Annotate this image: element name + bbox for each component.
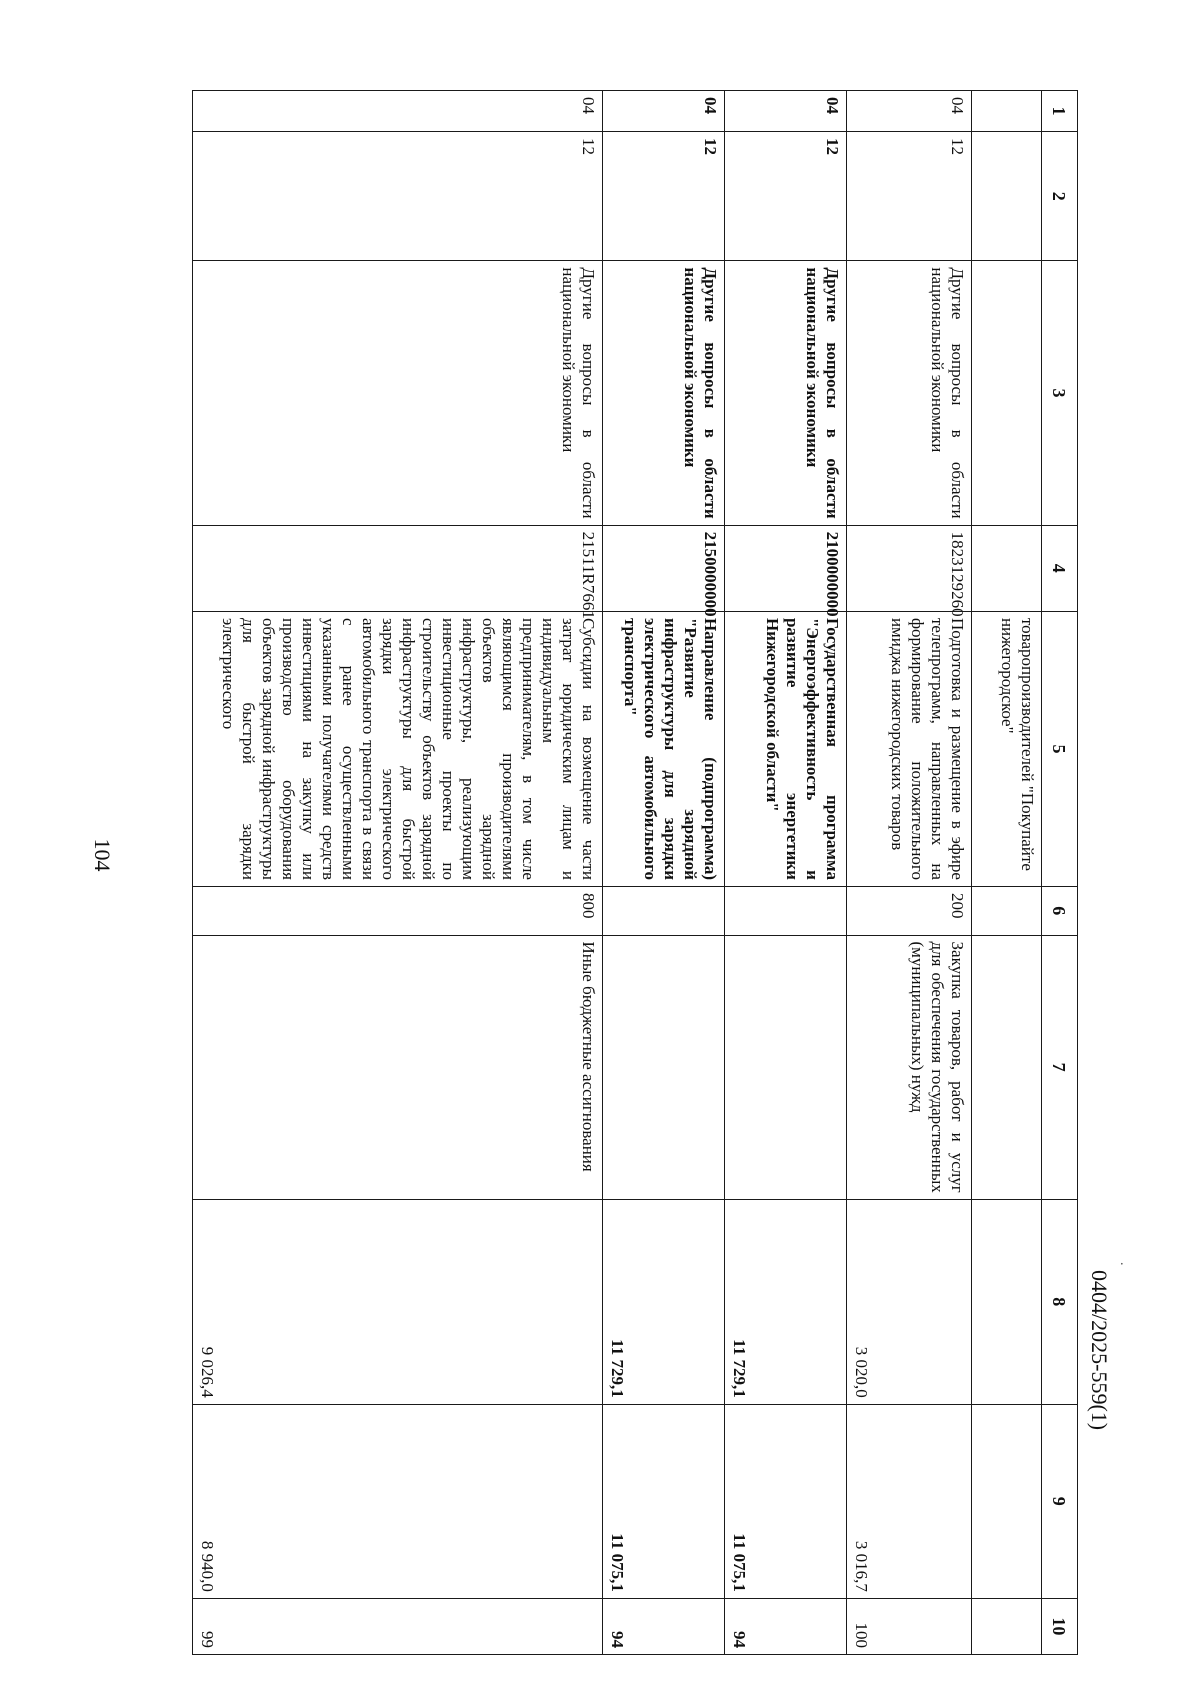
cell-description: товаропроизводителей "Покупайте нижегородское" [972,611,1042,886]
cell-target-article: 2100000000 [725,525,847,611]
budget-table [192,90,1078,1655]
cell-subsection: 12 [603,131,725,260]
cell-expense-name: Иные бюджетные ассигнования [193,935,603,1199]
table-row [603,91,725,1655]
cell-section [972,91,1042,132]
cell-expense-name: Закупка товаров, работ и услуг для обеспечения государственных (муниципальных) нужд [847,935,972,1199]
cell-planned: 3 020,0 [847,1199,972,1404]
cell-target-article: 1823129260 [847,525,972,611]
table-row [725,91,847,1655]
cell-executed: 11 075,1 [725,1404,847,1598]
table-header-row [1042,91,1078,1655]
cell-section-name: Другие вопросы в области национальной экономики [193,261,603,525]
cell-section: 04 [847,91,972,132]
cell-executed: 11 075,1 [603,1404,725,1598]
cell-section: 04 [193,91,603,132]
cell-target-article: 21511R7661 [193,525,603,611]
stray-mark: . [1117,1262,1132,1266]
cell-expense-name [725,935,847,1199]
cell-expense-type [725,886,847,935]
cell-target-article [972,525,1042,611]
cell-executed: 3 016,7 [847,1404,972,1598]
cell-description: Государственная программа "Энергоэффективность и развитие энергетики Нижегородской области" [725,611,847,886]
cell-section: 04 [725,91,847,132]
cell-expense-name [603,935,725,1199]
cell-planned [972,1199,1042,1404]
table-row [847,91,972,1655]
cell-subsection [972,131,1042,260]
table-row [193,91,603,1655]
column-header: 5 [1042,611,1078,886]
cell-section-name: Другие вопросы в области национальной экономики [603,261,725,525]
column-header: 2 [1042,131,1078,260]
cell-description: Подготовка и размещение в эфире телепрограмм, направленных на формирование положительного имиджа нижегородских товаров [847,611,972,886]
cell-percent [972,1598,1042,1654]
cell-expense-name [972,935,1042,1199]
column-header: 6 [1042,886,1078,935]
column-header: 4 [1042,525,1078,611]
cell-planned: 11 729,1 [603,1199,725,1404]
page-number: 104 [90,838,115,872]
cell-target-article: 2150000000 [603,525,725,611]
column-header: 8 [1042,1199,1078,1404]
table-row [972,91,1042,1655]
cell-planned: 9 026,4 [193,1199,603,1404]
cell-expense-type: 200 [847,886,972,935]
column-header: 10 [1042,1598,1078,1654]
document-code: 0404/2025-559(1) [1087,1270,1112,1431]
cell-expense-type [972,886,1042,935]
cell-section-name: Другие вопросы в области национальной экономики [847,261,972,525]
cell-subsection: 12 [725,131,847,260]
cell-section-name: Другие вопросы в области национальной экономики [725,261,847,525]
cell-subsection: 12 [847,131,972,260]
cell-expense-type [603,886,725,935]
cell-percent: 100 [847,1598,972,1654]
cell-percent: 99 [193,1598,603,1654]
cell-description: Субсидии на возмещение части затрат юридическим лицам и индивидуальным предпринимателям, в том числе являющимся производителями объектов зарядной инфраструктуры, реализующим инвестиционные проекты по строительству объектов зарядной инфраструктуры для быстрой зарядки электрического автомобильного транспорта в связи с ранее осуществленными указанными получателями средств инвестициями на закупку или производство оборудования объектов зарядной инфраструктуры для быстрой зарядки электрического [193,611,603,886]
cell-section-name [972,261,1042,525]
cell-description: Направление (подпрограмма) "Развитие зарядной инфраструктуры для зарядки электрического автомобильного транспорта" [603,611,725,886]
column-header: 7 [1042,935,1078,1199]
cell-planned: 11 729,1 [725,1199,847,1404]
cell-executed: 8 940,0 [193,1404,603,1598]
cell-expense-type: 800 [193,886,603,935]
cell-percent: 94 [603,1598,725,1654]
column-header: 3 [1042,261,1078,525]
cell-subsection: 12 [193,131,603,260]
cell-percent: 94 [725,1598,847,1654]
cell-executed [972,1404,1042,1598]
column-header: 1 [1042,91,1078,132]
cell-section: 04 [603,91,725,132]
column-header: 9 [1042,1404,1078,1598]
